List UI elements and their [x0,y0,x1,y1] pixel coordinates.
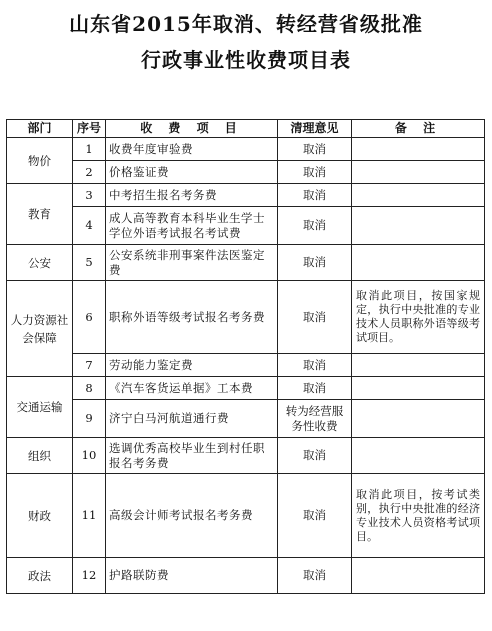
dept-cell-caizheng: 财政 [7,474,73,558]
note-cell [352,377,485,400]
item-cell: 中考招生报名考务费 [106,184,278,207]
header-note: 备 注 [352,120,485,138]
seq-cell: 10 [73,438,106,474]
note-cell [352,161,485,184]
note-cell [352,245,485,281]
item-cell: 公安系统非刑事案件法医鉴定费 [106,245,278,281]
header-dept: 部门 [7,120,73,138]
fee-items-table [6,119,485,594]
item-cell: 选调优秀高校毕业生到村任职报名考务费 [106,438,278,474]
opinion-cell: 取消 [278,184,352,207]
dept-cell-wujia: 物价 [7,138,73,184]
opinion-cell: 取消 [278,138,352,161]
item-cell: 高级会计师考试报名考务费 [106,474,278,558]
note-cell [352,138,485,161]
table-header-row [7,120,485,138]
seq-cell: 11 [73,474,106,558]
dept-cell-jiaotong: 交通运输 [7,377,73,438]
item-cell: 成人高等教育本科毕业生学士学位外语考试报名考试费 [106,207,278,245]
opinion-cell: 转为经营服务性收费 [278,400,352,438]
opinion-cell: 取消 [278,354,352,377]
item-cell: 职称外语等级考试报名考务费 [106,281,278,354]
dept-cell-gongan: 公安 [7,245,73,281]
seq-cell: 5 [73,245,106,281]
opinion-cell: 取消 [278,207,352,245]
seq-cell: 1 [73,138,106,161]
note-cell [352,207,485,245]
table-row [7,354,485,377]
table-row [7,207,485,245]
table-row [7,184,485,207]
seq-cell: 9 [73,400,106,438]
item-cell: 收费年度审验费 [106,138,278,161]
dept-cell-zuzhi: 组织 [7,438,73,474]
dept-cell-zhengfa: 政法 [7,558,73,594]
opinion-cell: 取消 [278,474,352,558]
seq-cell: 12 [73,558,106,594]
note-cell [352,558,485,594]
header-opinion: 清理意见 [278,120,352,138]
note-cell [352,438,485,474]
seq-cell: 8 [73,377,106,400]
dept-cell-jiaoyu: 教育 [7,184,73,245]
item-cell: 劳动能力鉴定费 [106,354,278,377]
note-cell [352,354,485,377]
note-cell [352,184,485,207]
seq-cell: 7 [73,354,106,377]
note-cell [352,400,485,438]
dept-cell-renli: 人力资源社会保障 [7,281,73,377]
table-row [7,281,485,354]
item-cell: 济宁白马河航道通行费 [106,400,278,438]
opinion-cell: 取消 [278,281,352,354]
opinion-cell: 取消 [278,161,352,184]
item-cell: 护路联防费 [106,558,278,594]
table-row [7,377,485,400]
opinion-cell: 取消 [278,245,352,281]
table-row [7,400,485,438]
table-row [7,474,485,558]
document-title-line-2: 行政事业性收费项目表 [141,48,351,72]
note-cell: 取消此项目，按考试类别，执行中央批准的经济专业技术人员资格考试项目。 [352,474,485,558]
seq-cell: 6 [73,281,106,354]
header-seq: 序号 [73,120,106,138]
table-row [7,161,485,184]
opinion-cell: 取消 [278,377,352,400]
header-item: 收 费 项 目 [106,120,278,138]
item-cell: 价格鉴证费 [106,161,278,184]
document-title-line-1: 山东省2015年取消、转经营省级批准 [69,12,423,36]
opinion-cell: 取消 [278,558,352,594]
table-row [7,438,485,474]
seq-cell: 4 [73,207,106,245]
seq-cell: 3 [73,184,106,207]
item-cell: 《汽车客货运单据》工本费 [106,377,278,400]
table-row [7,245,485,281]
table-row [7,558,485,594]
seq-cell: 2 [73,161,106,184]
opinion-cell: 取消 [278,438,352,474]
table-row [7,138,485,161]
note-cell: 取消此项目，按国家规定，执行中央批准的专业技术人员职称外语等级考试项目。 [352,281,485,354]
